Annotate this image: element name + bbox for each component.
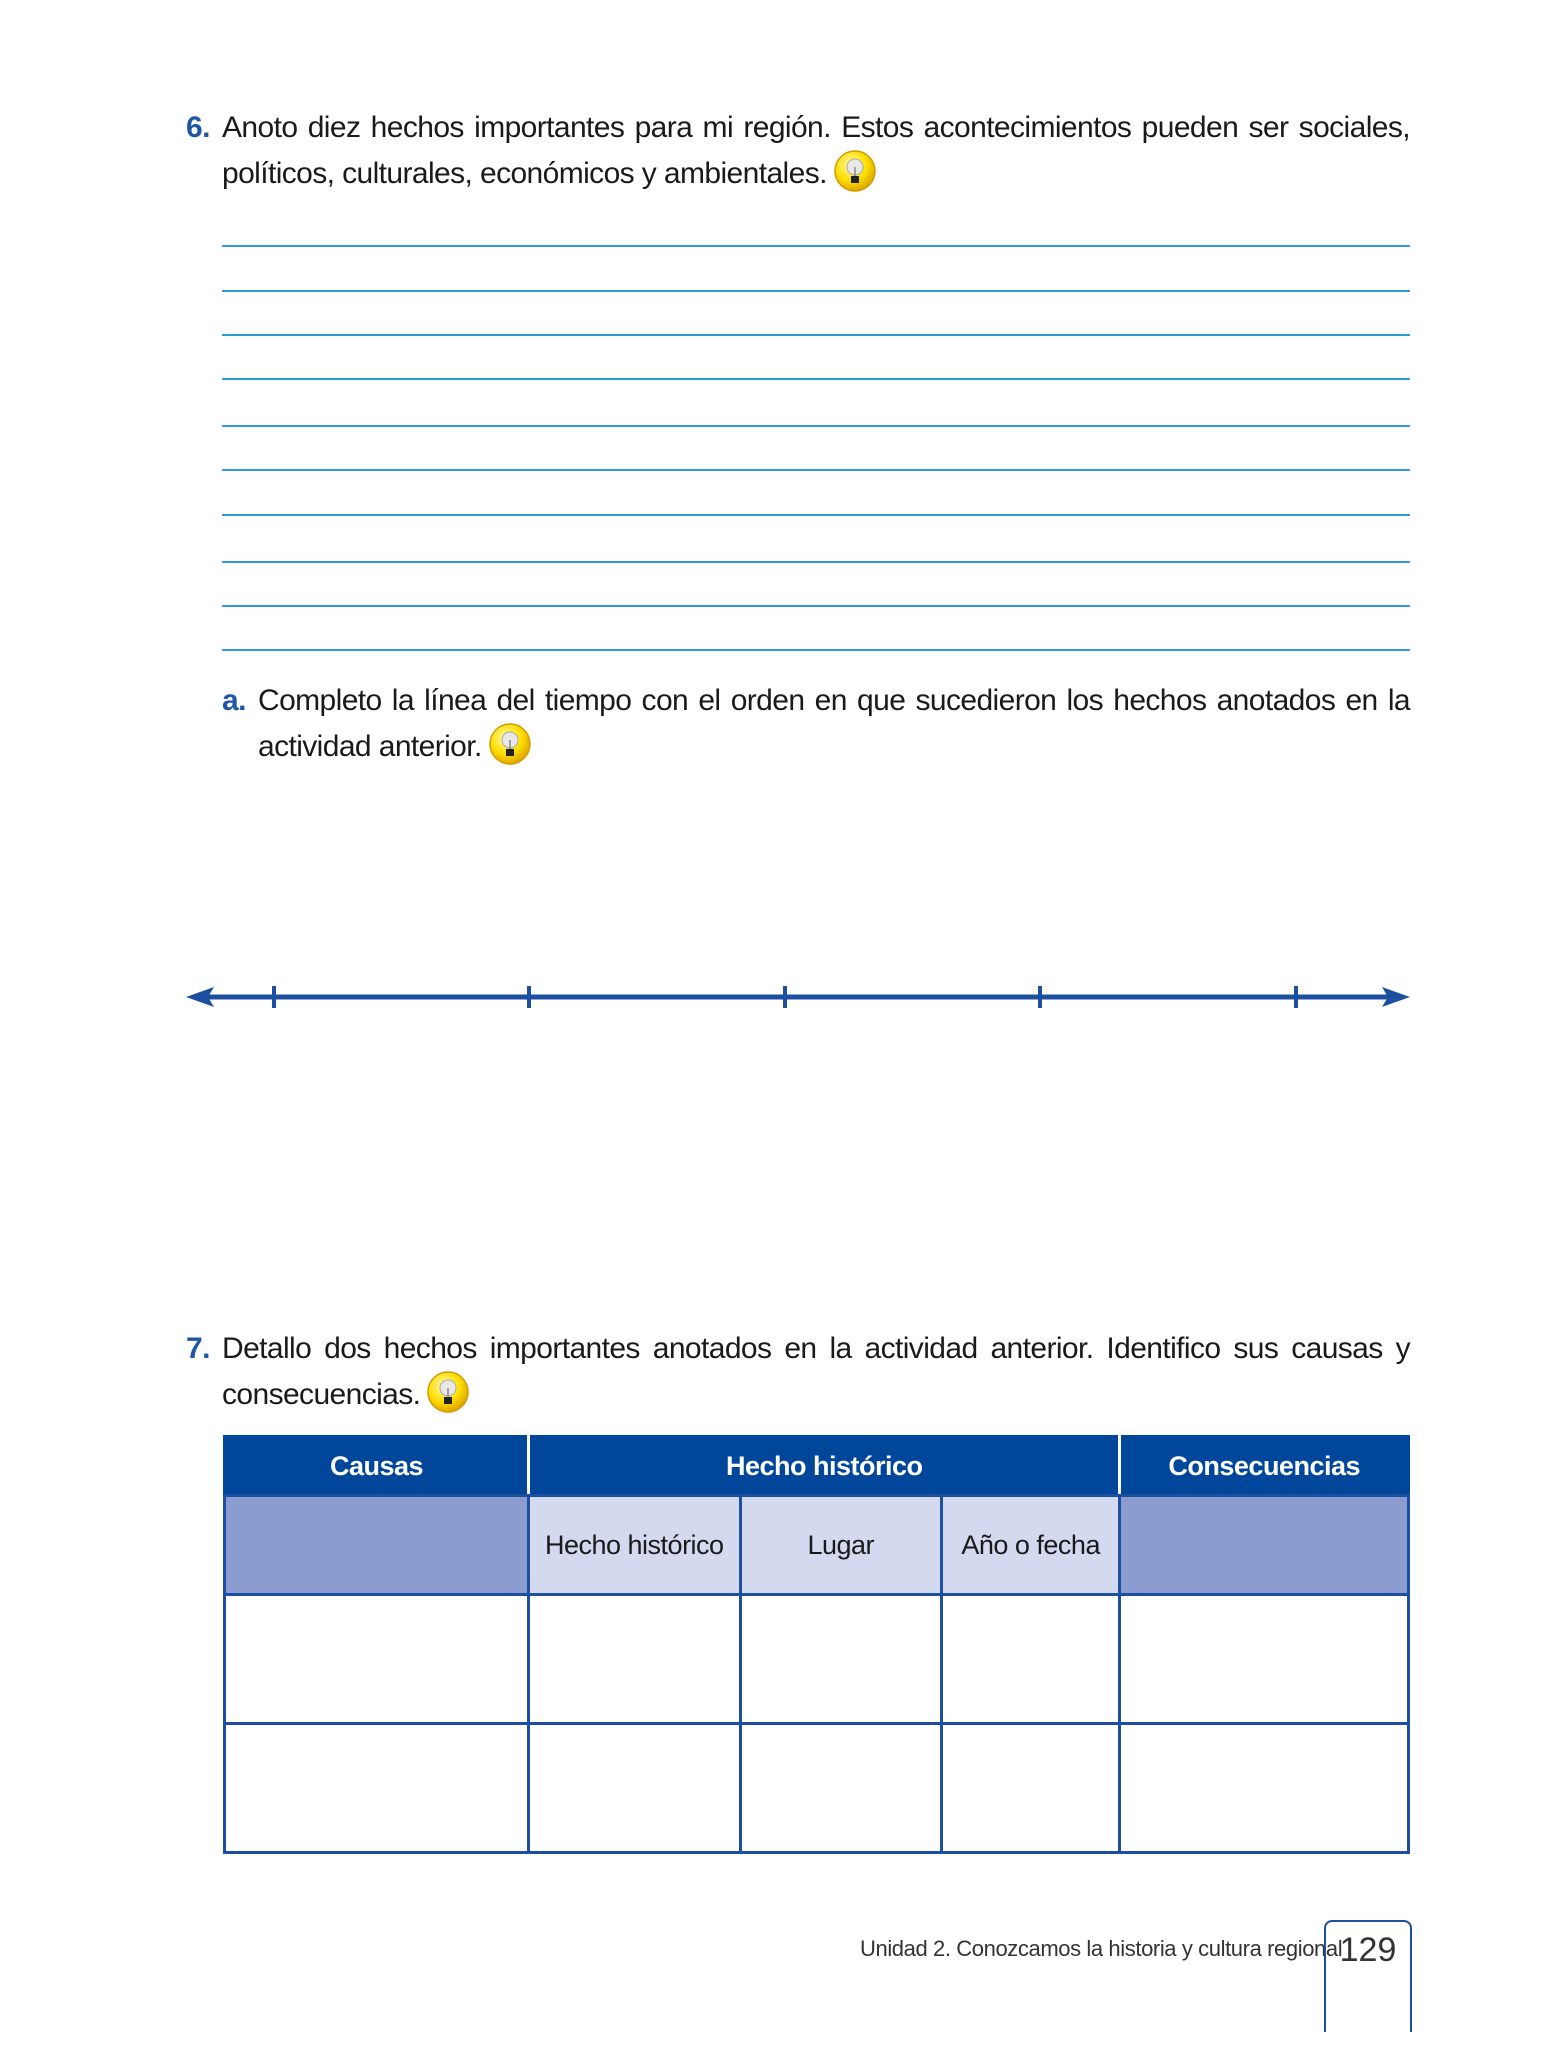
cell-consecuencias[interactable] <box>1120 1595 1409 1724</box>
lightbulb-icon <box>833 149 877 193</box>
table-row <box>225 1595 1409 1724</box>
cell-lugar[interactable] <box>740 1724 941 1853</box>
cell-hecho[interactable] <box>529 1724 740 1853</box>
question-letter: a. <box>222 684 246 717</box>
answer-line[interactable] <box>222 245 1410 247</box>
subheader-fecha: Año o fecha <box>941 1496 1119 1595</box>
causes-consequences-table <box>223 1435 1410 1854</box>
question-number: 6. <box>186 111 210 144</box>
header-hecho-historico: Hecho histórico <box>529 1437 1120 1496</box>
answer-line[interactable] <box>222 649 1410 651</box>
answer-line[interactable] <box>222 469 1410 471</box>
answer-line[interactable] <box>222 425 1410 427</box>
header-consecuencias: Consecuencias <box>1120 1437 1409 1496</box>
subheader-blank <box>1120 1496 1409 1595</box>
question-6a <box>222 680 1410 768</box>
cell-consecuencias[interactable] <box>1120 1724 1409 1853</box>
question-6 <box>186 107 1410 195</box>
cell-causas[interactable] <box>225 1724 529 1853</box>
subheader-hecho: Hecho histórico <box>529 1496 740 1595</box>
lightbulb-icon <box>426 1370 470 1414</box>
answer-line[interactable] <box>222 514 1410 516</box>
footer-unit: Unidad 2. Conozcamos la historia y cultura regional <box>860 1936 1343 1961</box>
cell-fecha[interactable] <box>941 1724 1119 1853</box>
question-7 <box>186 1328 1410 1416</box>
answer-line[interactable] <box>222 334 1410 336</box>
subheader-blank <box>225 1496 529 1595</box>
question-number: 7. <box>186 1332 210 1365</box>
table-row <box>225 1724 1409 1853</box>
answer-line[interactable] <box>222 290 1410 292</box>
question-text: Anoto diez hechos importantes para mi región. Estos acontecimientos pueden ser sociales, políticos, culturales, económicos y ambientales. <box>222 111 1410 190</box>
timeline[interactable] <box>180 977 1420 1017</box>
answer-line[interactable] <box>222 605 1410 607</box>
answer-line[interactable] <box>222 561 1410 563</box>
cell-hecho[interactable] <box>529 1595 740 1724</box>
subheader-lugar: Lugar <box>740 1496 941 1595</box>
cell-fecha[interactable] <box>941 1595 1119 1724</box>
cell-causas[interactable] <box>225 1595 529 1724</box>
header-causas: Causas <box>225 1437 529 1496</box>
lightbulb-icon <box>488 722 532 766</box>
answer-line[interactable] <box>222 378 1410 380</box>
cell-lugar[interactable] <box>740 1595 941 1724</box>
page-number: 129 <box>1324 1920 1412 2032</box>
question-text: Completo la línea del tiempo con el orden en que sucedieron los hechos anotados en la actividad anterior. <box>258 684 1410 763</box>
question-text: Detallo dos hechos importantes anotados en la actividad anterior. Identifico sus causas y consecuencias. <box>222 1332 1410 1411</box>
